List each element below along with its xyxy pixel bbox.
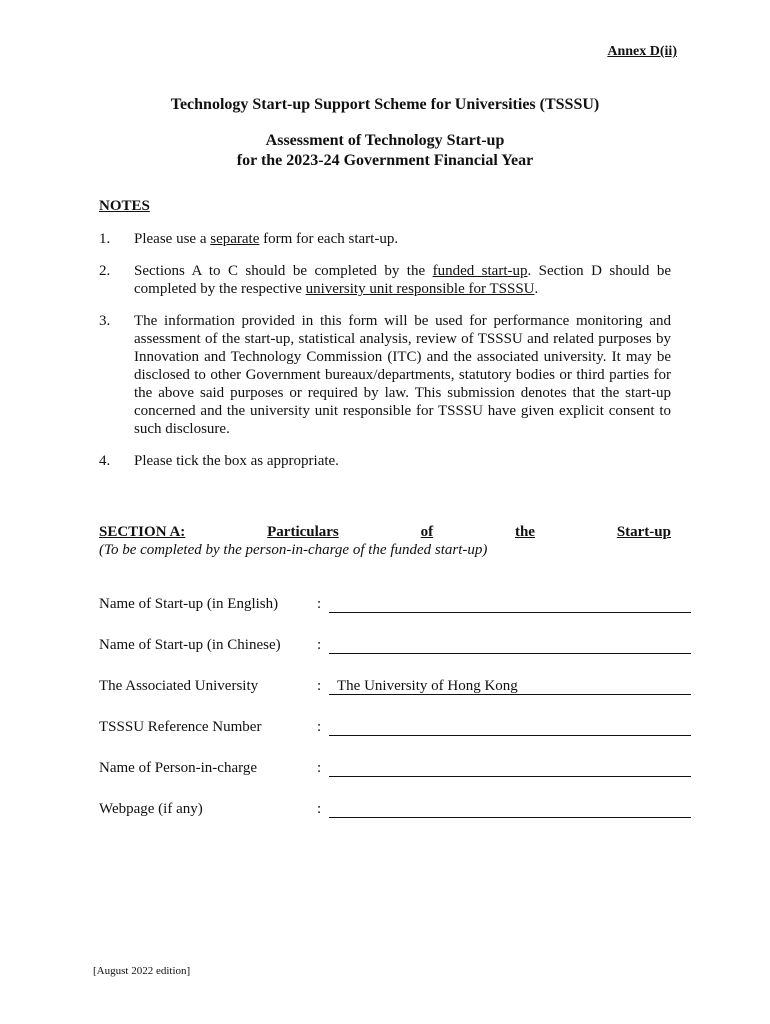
field-colon: :: [317, 760, 322, 776]
note-text: [134, 262, 671, 298]
field-label: Webpage (if any): [99, 801, 203, 817]
name-english-field[interactable]: [329, 595, 691, 613]
field-colon: :: [317, 596, 322, 612]
form-title: [0, 131, 770, 171]
edition-footer: [August 2022 edition]: [93, 965, 191, 977]
notes-heading: NOTES: [99, 198, 150, 214]
field-row-name-english: [99, 595, 699, 613]
note-underlined-text: separate: [210, 231, 260, 247]
note-text-part: form for each start-up.: [259, 231, 399, 247]
note-text-part: Sections A to C should be completed by the: [134, 263, 433, 279]
section-title-part: Start-up: [616, 524, 671, 540]
field-label: The Associated University: [99, 678, 259, 694]
note-item: [99, 230, 671, 248]
name-chinese-field[interactable]: [329, 636, 691, 654]
reference-number-field[interactable]: [329, 718, 691, 736]
field-row-person-in-charge: [99, 736, 699, 777]
annex-label: Annex D(ii): [607, 44, 677, 59]
note-underlined-text: funded start-up: [432, 263, 528, 279]
field-row-name-chinese: [99, 613, 699, 654]
section-title-part: of: [420, 524, 434, 540]
note-item: [99, 262, 671, 298]
note-text-part: . Section D should be completed by the respective: [134, 263, 671, 297]
note-number: 2.: [99, 263, 111, 279]
field-label: TSSSU Reference Number: [99, 719, 262, 735]
section-a-subtitle: (To be completed by the person-in-charge of the funded start-up): [99, 542, 488, 558]
field-row-reference: [99, 695, 699, 736]
note-item: [99, 452, 671, 470]
note-text-part: .: [534, 281, 539, 297]
field-colon: :: [317, 719, 322, 735]
note-text: Please tick the box as appropriate.: [134, 453, 339, 469]
scheme-title: Technology Start-up Support Scheme for Universities (TSSSU): [170, 96, 600, 113]
section-title-part: SECTION A:: [99, 524, 186, 540]
form-title-line1: Assessment of Technology Start-up: [265, 132, 505, 149]
webpage-field[interactable]: [329, 800, 691, 818]
section-a-header: [99, 523, 671, 559]
section-title-part: Particulars: [267, 524, 339, 540]
note-text-part: Please use a: [134, 231, 211, 247]
field-label: Name of Person-in-charge: [99, 760, 257, 776]
note-underlined-text: university unit responsible for TSSSU: [305, 281, 535, 297]
section-a-title: [99, 523, 671, 541]
note-number: 3.: [99, 313, 111, 329]
note-number: 1.: [99, 231, 111, 247]
field-row-university: [99, 654, 699, 695]
field-colon: :: [317, 678, 322, 694]
field-colon: :: [317, 637, 322, 653]
start-up-particulars-form: [99, 595, 699, 818]
note-text: [134, 230, 671, 248]
form-title-line2: for the 2023-24 Government Financial Year: [236, 152, 534, 169]
university-field[interactable]: The University of Hong Kong: [329, 677, 691, 695]
field-colon: :: [317, 801, 322, 817]
field-label: Name of Start-up (in English): [99, 596, 279, 612]
field-row-webpage: [99, 777, 699, 818]
note-text: The information provided in this form will be used for performance monitoring and assessment of the start-up, statistical analysis, review of TSSSU and related purposes by Innovation and Technology Commission (ITC) and the associated university. It may be disclosed to other Government bureaux/departments, statutory bodies or third parties for the above said purposes or required by law. This submission denotes that the start-up concerned and the university unit responsible for TSSSU have given explicit consent to such disclosure.: [134, 313, 671, 437]
notes-list: [99, 230, 671, 484]
note-item: [99, 312, 671, 438]
note-number: 4.: [99, 453, 111, 469]
person-in-charge-field[interactable]: [329, 759, 691, 777]
section-title-part: the: [514, 524, 535, 540]
field-label: Name of Start-up (in Chinese): [99, 637, 281, 653]
